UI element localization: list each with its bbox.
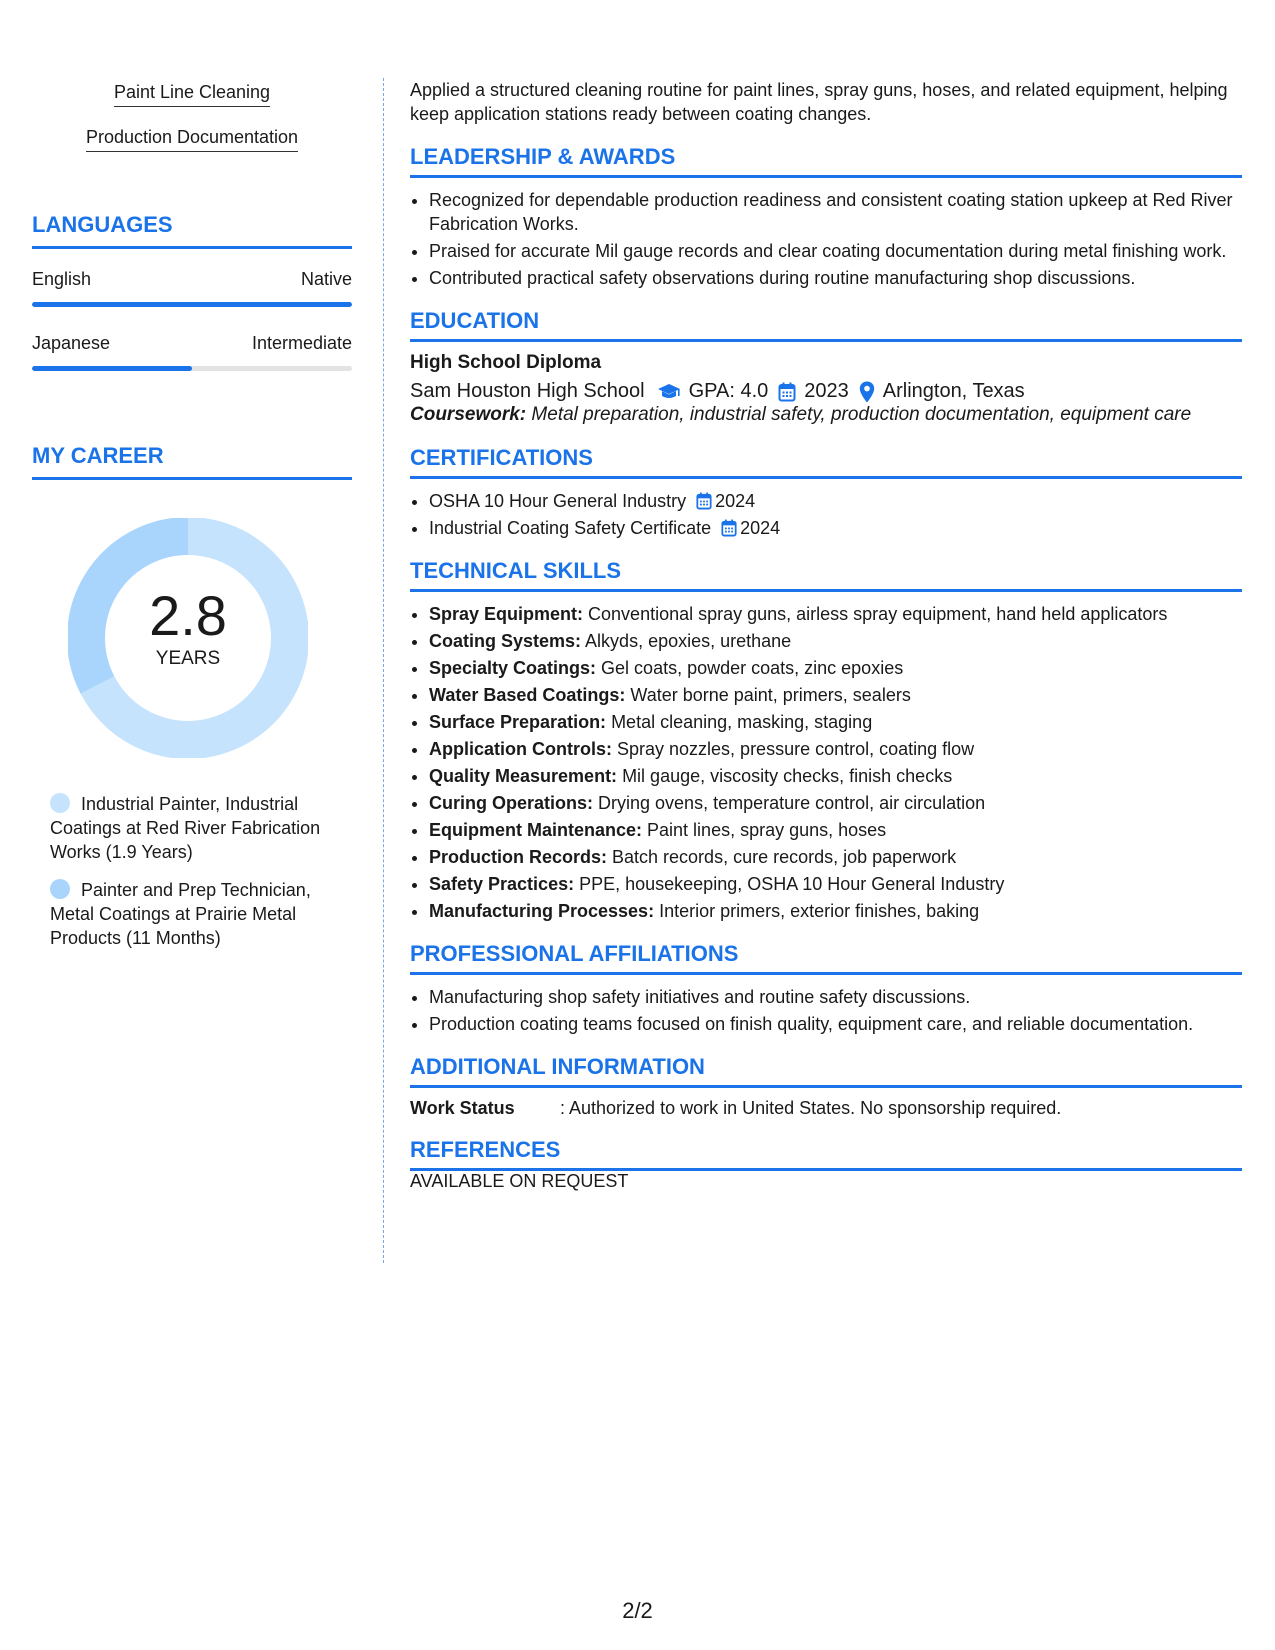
languages-section (32, 212, 352, 371)
education-meta (410, 380, 1242, 403)
skill-label: Application Controls: (429, 739, 612, 759)
list-item (429, 899, 1242, 923)
list-item (429, 683, 1242, 707)
career-legend-label: Industrial Painter, Industrial Coatings at Red River Fabrication Works (1.9 Years) (50, 794, 321, 862)
language-proficiency-fill (32, 366, 192, 371)
skill-label: Quality Measurement: (429, 766, 618, 786)
leadership-heading: LEADERSHIP & AWARDS (410, 144, 1242, 178)
list-item (429, 710, 1242, 734)
certifications-list (410, 489, 1242, 540)
certifications-section (410, 445, 1242, 540)
language-proficiency-bar (32, 302, 352, 307)
education-school: Sam Houston High School (410, 380, 645, 402)
experience-continuation-text: Applied a structured cleaning routine for paint lines, spray guns, hoses, and related equipment, helping keep application stations ready between coating changes. (410, 80, 1228, 124)
technical-skills-section (410, 558, 1242, 923)
education-year: 2023 (804, 380, 849, 402)
references-section (410, 1137, 1242, 1192)
career-total-value: 2.8 (149, 584, 227, 647)
skill-label: Water Based Coatings: (429, 685, 626, 705)
skill-label: Coating Systems: (429, 631, 582, 651)
skill-value: Drying ovens, temperature control, air circulation (593, 793, 986, 813)
list-item: • Contributed practical safety observations during routine manufacturing shop discussions. (429, 266, 1242, 290)
right-column (410, 78, 1242, 1192)
list-item: • Praised for accurate Mil gauge records and clear coating documentation during metal finishing work. (429, 239, 1242, 263)
page-number: 2/2 (622, 1598, 653, 1623)
list-item (429, 872, 1242, 896)
languages-heading: LANGUAGES (32, 212, 352, 249)
skill-label: Specialty Coatings: (429, 658, 597, 678)
career-section (32, 443, 352, 950)
education-degree: High School Diploma (410, 352, 602, 373)
additional-info-section (410, 1054, 1242, 1119)
list-item: • Recognized for dependable production readiness and consistent coating station upkeep at Red River Fabrication Works. (429, 188, 1242, 236)
skill-value: Paint lines, spray guns, hoses (642, 820, 887, 840)
additional-info-heading: ADDITIONAL INFORMATION (410, 1054, 1242, 1088)
list-item (429, 656, 1242, 680)
skill-value: Alkyds, epoxies, urethane (581, 631, 792, 651)
list-item (429, 737, 1242, 761)
education-gpa: GPA: 4.0 (688, 380, 769, 402)
language-proficiency-bar (32, 366, 352, 371)
skill-value: Interior primers, exterior finishes, baking (654, 901, 980, 921)
skill-label: Manufacturing Processes: (429, 901, 655, 921)
legend-dot-icon (50, 793, 70, 813)
certifications-heading: CERTIFICATIONS (410, 445, 1242, 479)
certification-year: 2024 (715, 491, 756, 511)
career-heading: MY CAREER (32, 443, 352, 480)
career-legend-item (50, 792, 352, 864)
affiliations-list (410, 985, 1242, 1036)
list-item (429, 489, 1242, 513)
certification-year: 2024 (740, 518, 781, 538)
skill-tag: Paint Line Cleaning (114, 82, 270, 107)
language-name: English (32, 269, 92, 289)
skill-value: Conventional spray guns, airless spray equipment, hand held applicators (583, 604, 1168, 624)
skill-value: PPE, housekeeping, OSHA 10 Hour General Industry (574, 874, 1005, 894)
language-level: Native (300, 269, 352, 289)
language-proficiency-fill (32, 302, 352, 307)
affiliations-heading: PROFESSIONAL AFFILIATIONS (410, 941, 1242, 975)
references-heading: REFERENCES (410, 1137, 1242, 1171)
career-legend-label: Painter and Prep Technician, Metal Coatings at Prairie Metal Products (11 Months) (50, 880, 311, 948)
skill-label: Equipment Maintenance: (429, 820, 643, 840)
work-status-value: : Authorized to work in United States. No sponsorship required. (560, 1098, 1062, 1118)
career-legend-item (50, 878, 352, 950)
calendar-icon (696, 492, 712, 510)
certification-name: OSHA 10 Hour General Industry (429, 491, 687, 511)
skill-value: Gel coats, powder coats, zinc epoxies (596, 658, 904, 678)
list-item: • Production coating teams focused on finish quality, equipment care, and reliable documentation. (429, 1012, 1242, 1036)
affiliations-section (410, 941, 1242, 1036)
education-heading: EDUCATION (410, 308, 1242, 342)
list-item (429, 764, 1242, 788)
technical-skills-list (410, 602, 1242, 923)
language-name: Japanese (32, 333, 111, 353)
calendar-icon (721, 519, 737, 537)
list-item (429, 516, 1242, 540)
technical-skills-heading: TECHNICAL SKILLS (410, 558, 1242, 592)
skill-value: Mil gauge, viscosity checks, finish checks (617, 766, 953, 786)
skill-value: Spray nozzles, pressure control, coating flow (612, 739, 975, 759)
graduation-cap-icon (657, 383, 681, 401)
skill-tags (32, 82, 352, 172)
references-text: AVAILABLE ON REQUEST (410, 1171, 629, 1191)
column-divider (383, 78, 384, 1263)
skill-label: Surface Preparation: (429, 712, 607, 732)
education-coursework (410, 403, 1242, 427)
left-column (32, 82, 352, 964)
list-item (429, 845, 1242, 869)
coursework-text: Metal preparation, industrial safety, production documentation, equipment care (526, 404, 1192, 425)
leadership-list (410, 188, 1242, 290)
skill-value: Metal cleaning, masking, staging (606, 712, 873, 732)
skill-label: Spray Equipment: (429, 604, 584, 624)
languages-list (32, 269, 352, 371)
list-item (429, 818, 1242, 842)
career-donut-chart (68, 518, 308, 758)
skill-label: Curing Operations: (429, 793, 594, 813)
legend-dot-icon (50, 879, 70, 899)
leadership-section (410, 144, 1242, 290)
skill-value: Batch records, cure records, job paperwork (607, 847, 957, 867)
skill-label: Production Records: (429, 847, 608, 867)
education-section (410, 308, 1242, 427)
list-item (429, 629, 1242, 653)
calendar-icon (778, 382, 796, 402)
work-status-label: Work Status (410, 1098, 515, 1118)
list-item: • Manufacturing shop safety initiatives and routine safety discussions. (429, 985, 1242, 1009)
skill-value: Water borne paint, primers, sealers (625, 685, 911, 705)
list-item (429, 602, 1242, 626)
work-status-row (410, 1098, 1242, 1119)
list-item (429, 791, 1242, 815)
language-item (32, 269, 352, 307)
skill-label: Safety Practices: (429, 874, 575, 894)
skill-tag: Production Documentation (86, 127, 298, 152)
map-pin-icon (859, 381, 875, 403)
career-total-unit: YEARS (155, 648, 221, 669)
language-item (32, 333, 352, 371)
language-level: Intermediate (251, 333, 352, 353)
education-location: Arlington, Texas (882, 380, 1025, 402)
certification-name: Industrial Coating Safety Certificate (429, 518, 712, 538)
career-legend (50, 792, 352, 950)
coursework-label: Coursework: (410, 404, 527, 425)
